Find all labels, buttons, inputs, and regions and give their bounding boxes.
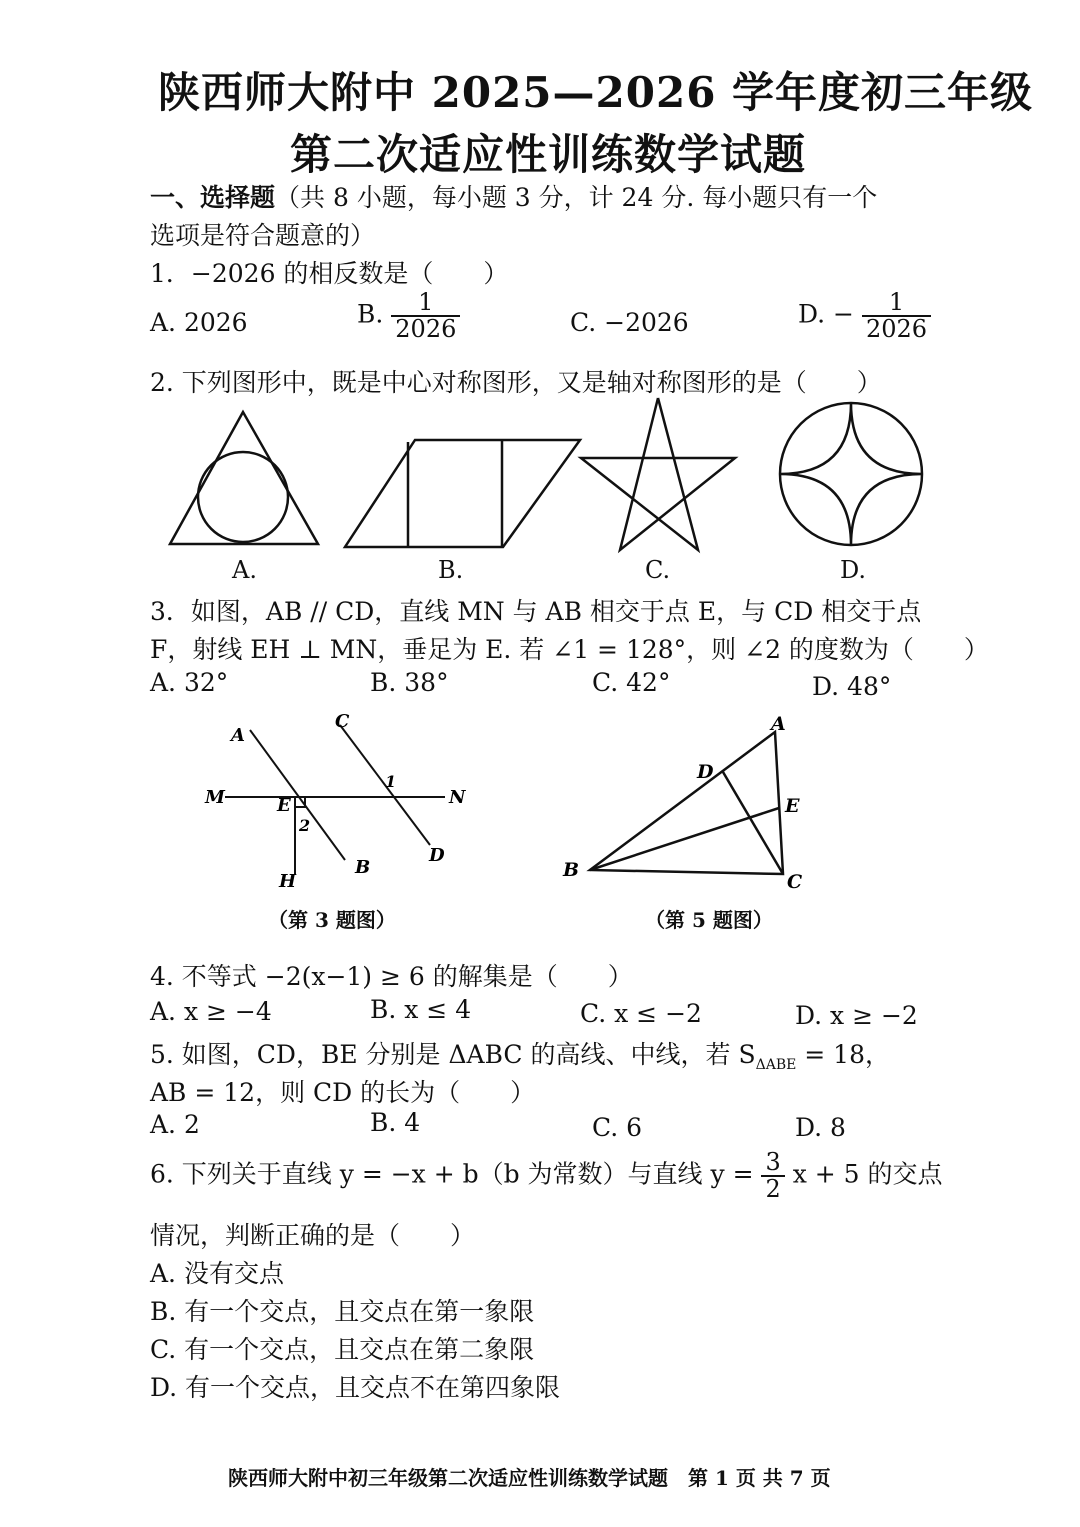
section-heading-label: 一、选择题 [150,183,276,212]
q6-fraction [761,1150,784,1202]
section-heading [150,178,877,214]
q3-angle-2: 2 [299,816,311,835]
page-title-line1: 陕西师大附中 2025—2026 学年度初三年级 [158,68,1034,117]
q2-figure-a [170,412,318,544]
q3-line-ab [250,730,345,860]
q1-option-c: C. −2026 [570,308,689,337]
q5-option-c: C. 6 [592,1113,643,1142]
q2-label-a: A. [232,556,257,584]
q6-stem-part1: 6. 下列关于直线 y = −x + b（b 为常数）与直线 y = [150,1159,754,1189]
q5-stem-subscript: ΔABE [755,1057,797,1073]
q3-figure-caption: （第 3 题图） [268,908,396,932]
q6-fraction-numerator: 3 [761,1150,784,1177]
q5-stem-line1 [150,1035,890,1073]
q3-option-d: D. 48° [812,672,892,701]
q3-label-d: D [429,845,445,866]
q1-option-d-denominator: 2026 [865,315,928,344]
q3-label-h: H [279,871,297,892]
q4-option-d: D. x ≥ −2 [795,1001,918,1030]
q3-label-b: B [355,857,371,878]
q3-stem-line2: F，射线 EH ⊥ MN，垂足为 E. 若 ∠1 = 128°，则 ∠2 的度数为（ ） [150,635,989,664]
q4-option-c: C. x ≤ −2 [580,999,702,1028]
section-heading-desc-2: 选项是符合题意的） [150,221,376,250]
page-title-line2: 第二次适应性训练数学试题 [290,130,807,179]
q5-figure-caption: （第 5 题图） [645,908,773,932]
q3-label-c: C [335,711,350,732]
q5-option-d: D. 8 [795,1113,846,1142]
q4-option-a: A. x ≥ −4 [150,997,272,1026]
q3-label-n: N [449,787,466,808]
q5-label-b: B [563,859,580,881]
q3-label-m: M [205,787,225,808]
q5-label-a: A [771,713,786,735]
q2-figure-a-triangle [170,412,318,544]
q1-option-d [798,290,931,342]
q2-figure-d [780,403,922,545]
q2-label-d: D. [840,556,867,584]
q3-stem-line1: 3．如图，AB // CD，直线 MN 与 AB 相交于点 E，与 CD 相交于点 [150,597,922,626]
q1-option-b-fraction [391,290,460,342]
q1-option-b-denominator: 2026 [395,315,457,344]
q3-option-a: A. 32° [150,668,229,697]
q2-figures [150,392,940,562]
q5-triangle-abc [590,732,783,874]
q6-stem-line1 [150,1150,943,1202]
page-footer: 陕西师大附中初三年级第二次适应性训练数学试题 第 1 页 共 7 页 [228,1466,831,1490]
q3-label-a: A [231,725,245,746]
q5-label-d: D [697,761,714,783]
q5-stem-end: = 18， [796,1040,890,1069]
q2-figure-a-circle [198,452,288,542]
q6-option-c: C. 有一个交点，且交点在第二象限 [150,1335,535,1364]
q6-option-d: D. 有一个交点，且交点不在第四象限 [150,1373,561,1402]
q2-label-b: B. [438,556,464,584]
q4-option-b: B. x ≤ 4 [370,995,472,1024]
q1-option-a: A. 2026 [150,308,248,337]
q6-stem-line2: 情况，判断正确的是（ ） [150,1221,476,1250]
q3-option-c: C. 42° [592,668,671,697]
q5-label-c: C [787,871,803,892]
q2-figure-c-star [581,398,735,550]
q6-option-b: B. 有一个交点，且交点在第一象限 [150,1297,535,1326]
q2-label-c: C. [645,556,671,584]
section-heading-desc: （共 8 小题，每小题 3 分，计 24 分. 每小题只有一个 [275,183,878,212]
q6-fraction-denominator: 2 [765,1175,781,1204]
q3-angle-1: 1 [385,772,397,791]
q5-label-e: E [785,795,800,817]
q2-figure-b-parallelogram [345,440,580,547]
q5-stem-line2: AB = 12，则 CD 的长为（ ） [150,1078,536,1107]
q1-option-d-prefix: D. − [798,299,854,329]
q5-stem-text: 5. 如图，CD，BE 分别是 ΔABC 的高线、中线，若 S [150,1040,756,1069]
q1-option-b [357,290,460,342]
q2-figure-c [581,398,735,550]
q1-option-b-prefix: B. [357,299,384,329]
q6-option-a: A. 没有交点 [150,1259,284,1288]
q3-option-b: B. 38° [370,668,449,697]
q1-option-b-numerator: 1 [391,290,460,317]
q2-figure-b [345,440,580,547]
q2-stem: 2. 下列图形中，既是中心对称图形，又是轴对称图形的是（ ） [150,368,882,397]
q5-figure [555,712,815,892]
q1-option-d-fraction [862,290,931,342]
q3-label-e: E [277,795,291,816]
q5-option-b: B. 4 [370,1108,421,1137]
q1-option-d-numerator: 1 [862,290,931,317]
q3-figure [195,705,485,895]
q2-figure-d-circle [780,403,922,545]
q1-stem: 1．−2026 的相反数是（ ） [150,259,509,288]
q5-option-a: A. 2 [150,1110,200,1139]
q6-stem-part2: x + 5 的交点 [792,1159,943,1189]
q4-stem: 4. 不等式 −2(x−1) ≥ 6 的解集是（ ） [150,962,633,991]
